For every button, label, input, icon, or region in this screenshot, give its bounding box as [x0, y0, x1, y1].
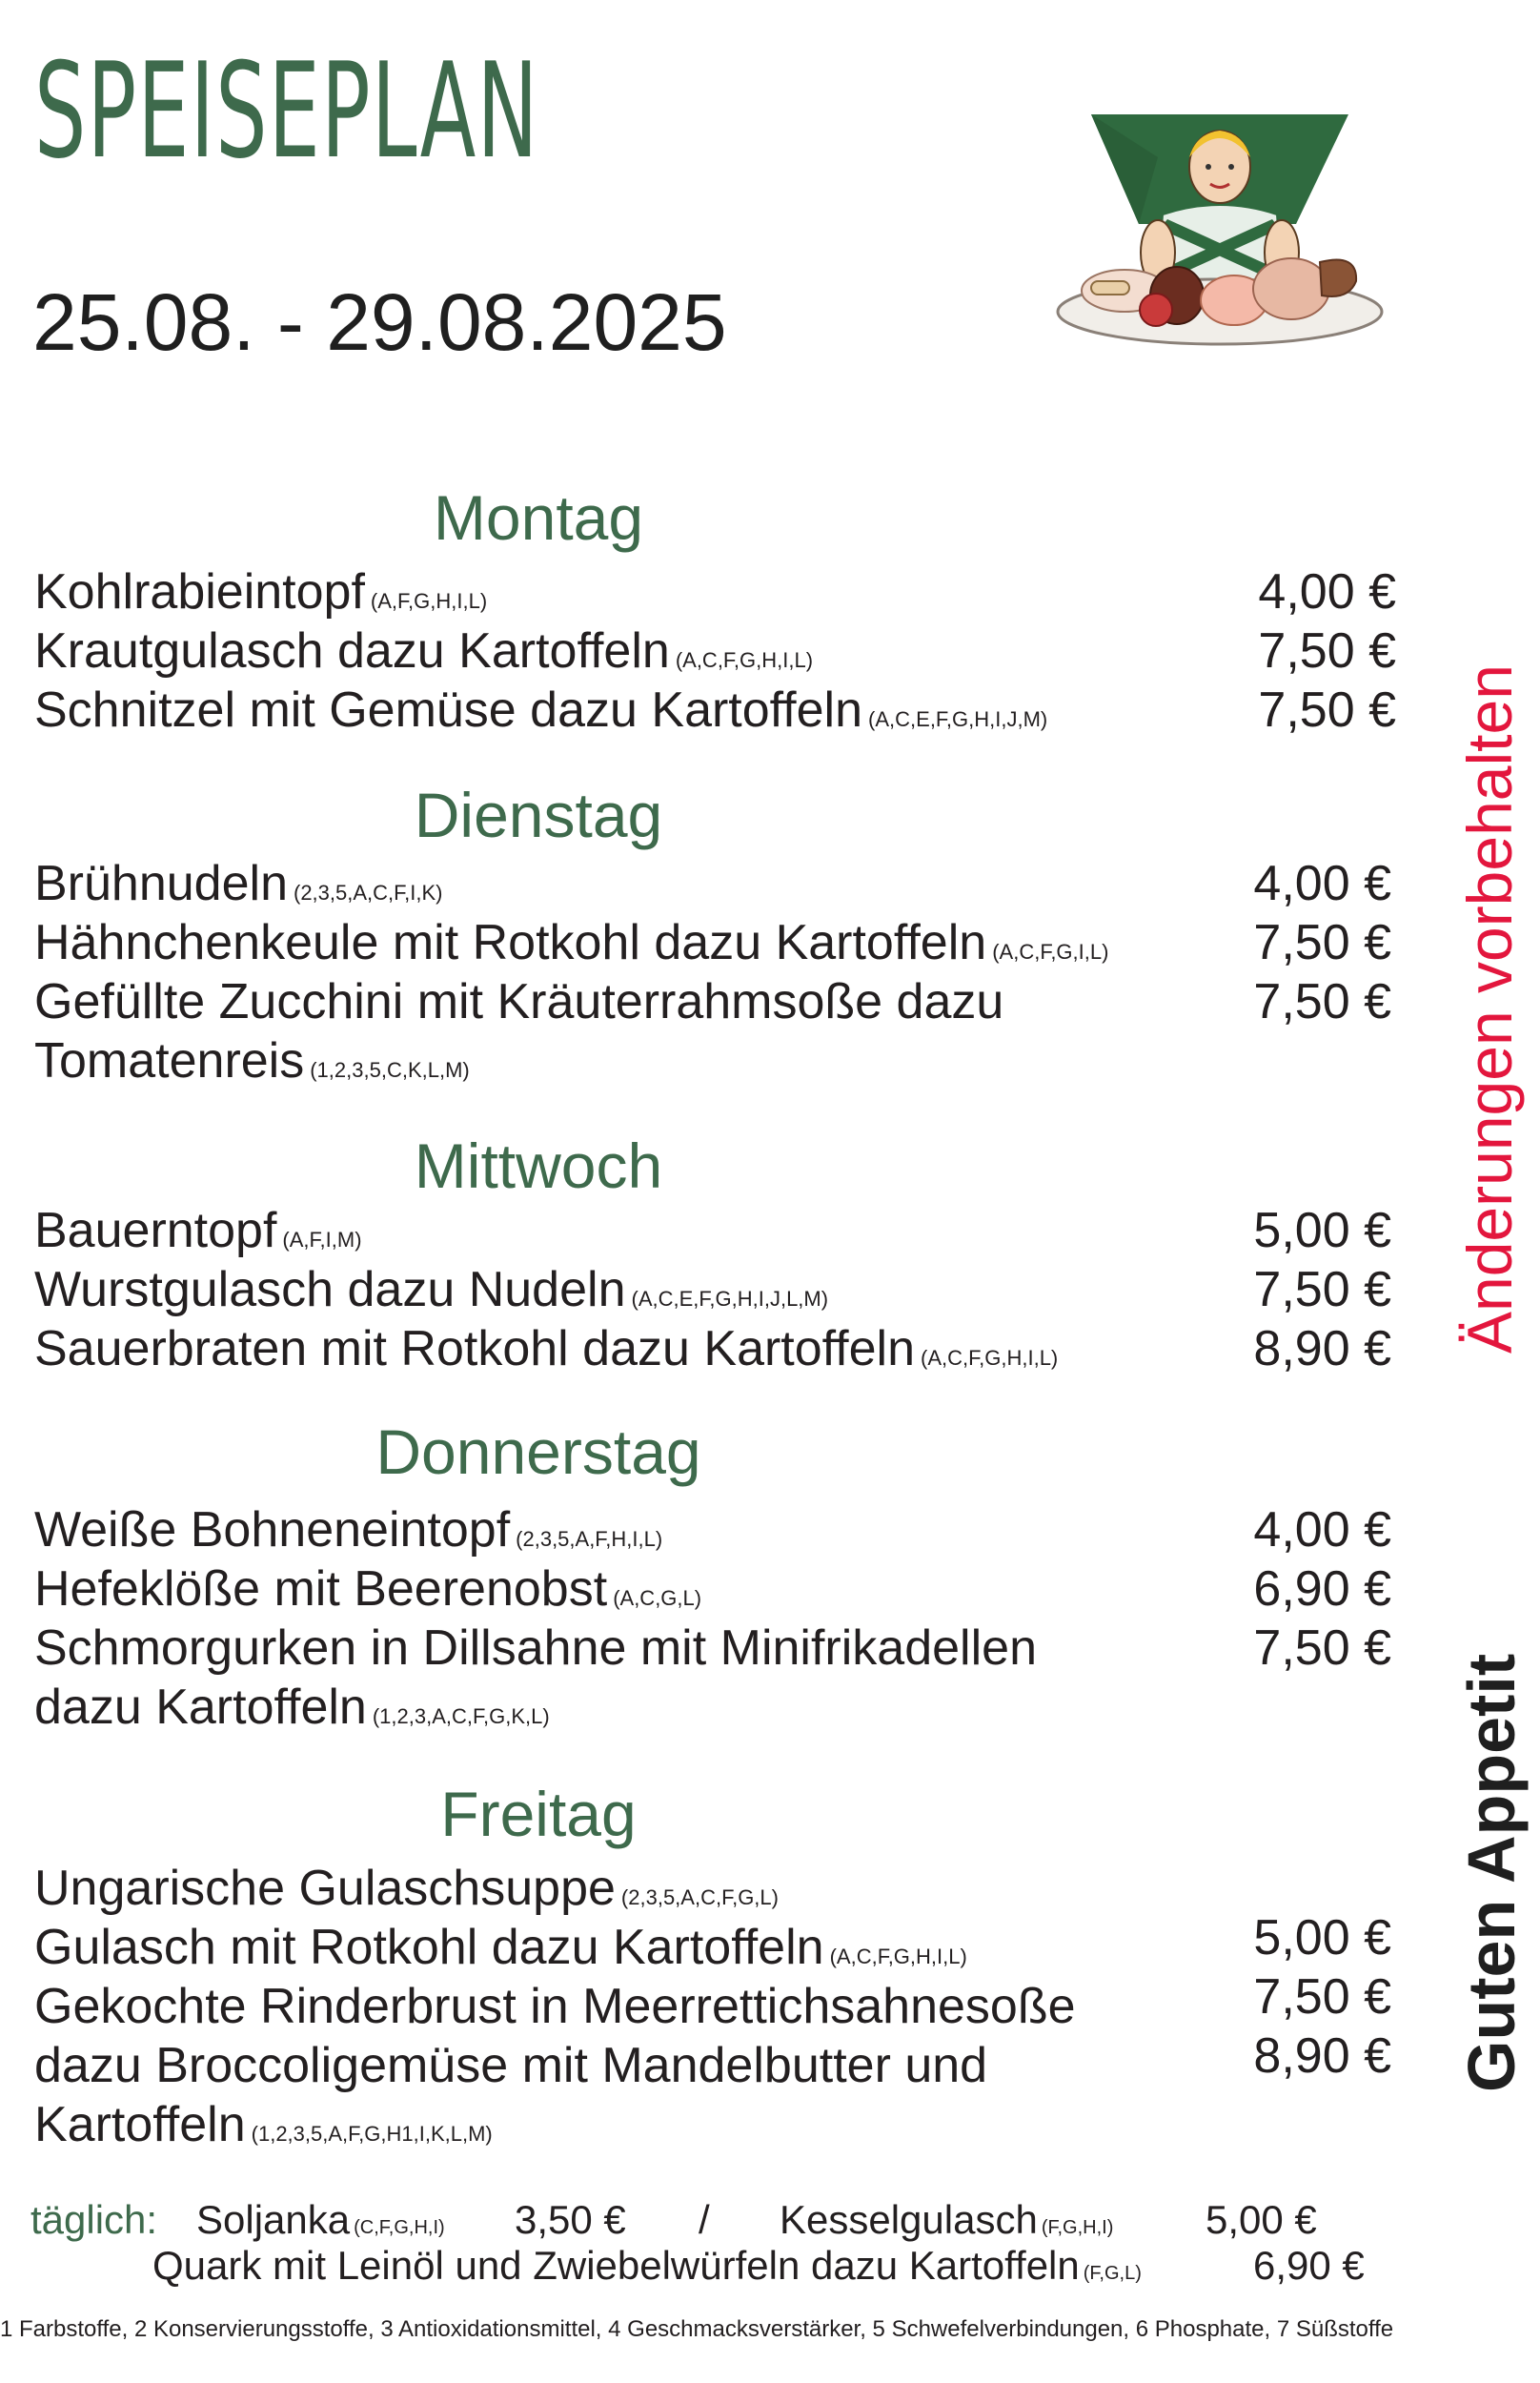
dish-name: Schmorgurken in Dillsahne mit Minifrikadellen	[34, 1620, 1037, 1676]
allergen-codes: (A,F,G,H,I,L)	[370, 589, 488, 613]
allergen-codes: (1,2,3,5,C,K,L,M)	[310, 1058, 470, 1082]
additives-footnote: 1 Farbstoffe, 2 Konservierungsstoffe, 3 Antioxidationsmittel, 4 Geschmacksverstärker, 5 Schwefelverbindungen, 6 Phosphate, 7 Süßstoffe	[0, 2316, 1394, 2342]
allergen-codes: (A,C,E,F,G,H,I,J,L,M)	[631, 1287, 829, 1311]
changes-reserved-notice: Änderungen vorbehalten	[1454, 664, 1525, 1354]
dish-name: Gefüllte Zucchini mit Kräuterrahmsoße dazu	[34, 974, 1004, 1029]
allergen-codes: (F,G,H,I)	[1041, 2217, 1114, 2238]
allergen-codes: (1,2,3,A,C,F,G,K,L)	[372, 1704, 550, 1728]
menu-item	[34, 1619, 1264, 1679]
dish-name: Bauerntopf	[34, 1203, 277, 1258]
dish-name: Kohlrabieintopf	[34, 564, 365, 620]
allergen-codes: (A,F,I,M)	[282, 1228, 362, 1252]
day-heading-montag: Montag	[433, 482, 644, 553]
allergen-codes: (F,G,L)	[1083, 2263, 1142, 2284]
daily-item	[196, 2197, 445, 2242]
dish-price: 7,50 €	[1253, 1620, 1391, 1676]
daily-item-name: Kesselgulasch	[780, 2197, 1038, 2242]
dish-name: Hähnchenkeule mit Rotkohl dazu Kartoffeln	[34, 915, 987, 970]
menu-item-continued	[34, 1031, 1264, 1100]
daily-item	[152, 2243, 1142, 2288]
allergen-codes: (2,3,5,A,C,F,G,L)	[620, 1885, 779, 1909]
butcher-girl-logo	[1053, 100, 1387, 357]
dish-name: dazu Broccoligemüse mit Mandelbutter und	[34, 2038, 988, 2093]
dish-price: 4,00 €	[1253, 856, 1391, 911]
day-heading-mittwoch: Mittwoch	[414, 1130, 663, 1201]
dish-name: Gekochte Rinderbrust in Meerrettichsahnesoße	[34, 1979, 1076, 2034]
enjoy-meal-greeting: Guten Appetit	[1454, 1653, 1529, 2092]
day-heading-donnerstag: Donnerstag	[375, 1416, 701, 1487]
dish-name: Brühnudeln	[34, 856, 288, 911]
dish-name: Krautgulasch dazu Kartoffeln	[34, 623, 670, 679]
daily-item	[780, 2197, 1114, 2242]
dish-name: Sauerbraten mit Rotkohl dazu Kartoffeln	[34, 1321, 916, 1376]
dish-name: Hefeklöße mit Beerenobst	[34, 1561, 608, 1617]
daily-item-name: Quark mit Leinöl und Zwiebelwürfeln dazu Kartoffeln	[152, 2243, 1080, 2288]
menu-item-continued	[34, 1678, 1264, 1746]
dish-price: 7,50 €	[1253, 915, 1391, 970]
allergen-codes: (C,F,G,H,I)	[354, 2217, 445, 2238]
daily-item-name: Soljanka	[196, 2197, 351, 2242]
allergen-codes: (1,2,3,5,A,F,G,H1,I,K,L,M)	[251, 2122, 493, 2146]
allergen-codes: (A,C,F,G,I,L)	[992, 940, 1109, 964]
menu-item-continued	[34, 2095, 1264, 2164]
allergen-codes: (A,C,F,G,H,I,L)	[829, 1945, 967, 1968]
dish-price: 7,50 €	[1258, 623, 1396, 679]
menu-item	[34, 1977, 1264, 2037]
menu-item	[34, 1319, 1264, 1388]
menu-item	[34, 972, 1264, 1032]
dish-name: dazu Kartoffeln	[34, 1680, 367, 1735]
daily-item-price: 3,50 €	[515, 2197, 626, 2242]
dish-price: 5,00 €	[1253, 1203, 1391, 1258]
dish-name: Weiße Bohneneintopf	[34, 1502, 511, 1558]
dish-price: 5,00 €	[1253, 1910, 1391, 1965]
page-title: SPEISEPLAN	[34, 34, 539, 188]
dish-price: 4,00 €	[1258, 564, 1396, 620]
menu-item-continued	[34, 2036, 1264, 2096]
dish-price: 7,50 €	[1253, 1262, 1391, 1317]
dish-name: Gulasch mit Rotkohl dazu Kartoffeln	[34, 1920, 824, 1975]
day-heading-freitag: Freitag	[440, 1779, 637, 1849]
allergen-codes: (2,3,5,A,C,F,I,K)	[294, 881, 443, 905]
daily-label: täglich:	[30, 2197, 158, 2242]
menu-item	[34, 681, 1264, 749]
allergen-codes: (A,C,F,G,H,I,L)	[675, 648, 814, 672]
dish-name: Kartoffeln	[34, 2097, 246, 2152]
dish-price: 7,50 €	[1253, 1969, 1391, 2025]
daily-item-price: 6,90 €	[1253, 2243, 1365, 2288]
dish-name: Ungarische Gulaschsuppe	[34, 1861, 616, 1916]
dish-price: 6,90 €	[1253, 1561, 1391, 1617]
daily-specials-row	[30, 2197, 158, 2242]
day-heading-dienstag: Dienstag	[414, 780, 663, 850]
allergen-codes: (A,C,G,L)	[613, 1586, 702, 1610]
allergen-codes: (A,C,E,F,G,H,I,J,M)	[868, 707, 1048, 731]
daily-item-price: 5,00 €	[1206, 2197, 1317, 2242]
dish-price: 7,50 €	[1258, 682, 1396, 738]
dish-name: Wurstgulasch dazu Nudeln	[34, 1262, 626, 1317]
allergen-codes: (A,C,F,G,H,I,L)	[921, 1346, 1059, 1370]
daily-separator: /	[699, 2197, 710, 2242]
dish-price: 7,50 €	[1253, 974, 1391, 1029]
dish-price: 4,00 €	[1253, 1502, 1391, 1558]
date-range: 25.08. - 29.08.2025	[32, 277, 727, 367]
dish-price: 8,90 €	[1253, 1321, 1391, 1376]
dish-name: Tomatenreis	[34, 1033, 305, 1089]
dish-price: 8,90 €	[1253, 2028, 1391, 2084]
allergen-codes: (2,3,5,A,F,H,I,L)	[516, 1527, 663, 1551]
dish-name: Schnitzel mit Gemüse dazu Kartoffeln	[34, 682, 863, 738]
